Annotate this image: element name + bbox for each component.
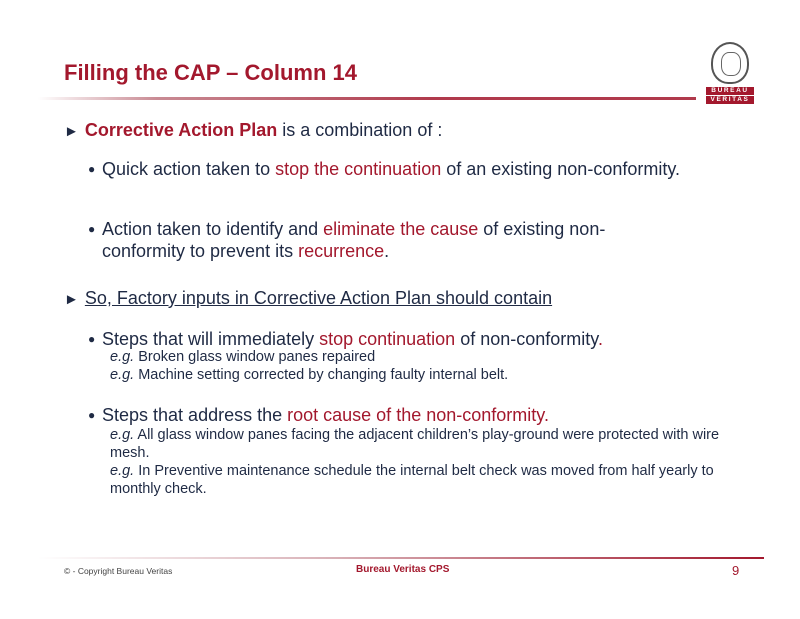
bullet-factory-inputs <box>64 288 552 309</box>
highlight-text: eliminate the cause <box>323 219 479 239</box>
text-part: Steps that address the <box>102 405 288 425</box>
footer-center-text: Bureau Veritas CPS <box>356 564 450 575</box>
dot-bullet-icon: ● <box>88 162 96 176</box>
sub-bullet-eliminate-cause <box>88 218 688 262</box>
example-3 <box>110 426 730 462</box>
example-4 <box>110 462 730 498</box>
bullet-bold-term: Corrective Action Plan <box>84 120 278 140</box>
dot-bullet-icon: ● <box>88 408 96 422</box>
dot-bullet-icon: ● <box>88 222 96 236</box>
bullet-text: So, Factory inputs in Corrective Action Plan should contain <box>84 288 553 308</box>
highlight-text: root cause of the non-conformity <box>287 405 544 425</box>
logo-text-line2: VERITAS <box>706 96 754 104</box>
example-1 <box>110 348 750 366</box>
example-label: e.g. <box>110 367 135 383</box>
page-number: 9 <box>732 563 740 578</box>
logo-text-line1: BUREAU <box>706 87 754 95</box>
bureau-veritas-logo <box>706 42 754 104</box>
footer-divider <box>38 557 764 559</box>
sub-bullet-root-cause <box>88 404 688 426</box>
text-part: Action taken to identify and <box>102 219 324 239</box>
text-part: Steps that will immediately <box>102 329 320 349</box>
triangle-bullet-icon: ► <box>64 291 79 308</box>
slide-title: Filling the CAP – Column 14 <box>64 60 357 85</box>
example-text: Machine setting corrected by changing faulty internal belt. <box>134 367 509 383</box>
text-part: . <box>597 329 603 349</box>
title-divider <box>38 97 696 100</box>
sub-bullet-stop-continuation <box>88 328 688 350</box>
bullet-text: is a combination of : <box>277 120 443 140</box>
text-part: of an existing non-conformity. <box>441 159 680 179</box>
text-part: Quick action taken to <box>102 159 276 179</box>
triangle-bullet-icon: ► <box>64 123 79 140</box>
sub-bullet-quick-action <box>88 158 688 180</box>
highlight-text: recurrence <box>298 241 385 261</box>
example-text: In Preventive maintenance schedule the internal belt check was moved from half yearly to monthly check. <box>110 463 714 497</box>
example-text: All glass window panes facing the adjacent children’s play-ground were protected with wire mesh. <box>110 427 720 461</box>
text-part: . <box>384 241 390 261</box>
example-label: e.g. <box>110 463 135 479</box>
example-text: Broken glass window panes repaired <box>134 349 376 365</box>
highlight-text: stop continuation <box>319 329 456 349</box>
text-part: of existing non-conformity to prevent its <box>102 219 606 261</box>
text-part: . <box>543 405 549 425</box>
example-label: e.g. <box>110 427 135 443</box>
bullet-corrective-action-plan <box>64 120 442 141</box>
example-label: e.g. <box>110 349 135 365</box>
copyright-text: © - Copyright Bureau Veritas <box>64 566 173 576</box>
dot-bullet-icon: ● <box>88 332 96 346</box>
example-2 <box>110 366 750 384</box>
seal-icon <box>711 42 749 84</box>
text-part: of non-conformity <box>455 329 598 349</box>
highlight-text: stop the continuation <box>275 159 442 179</box>
